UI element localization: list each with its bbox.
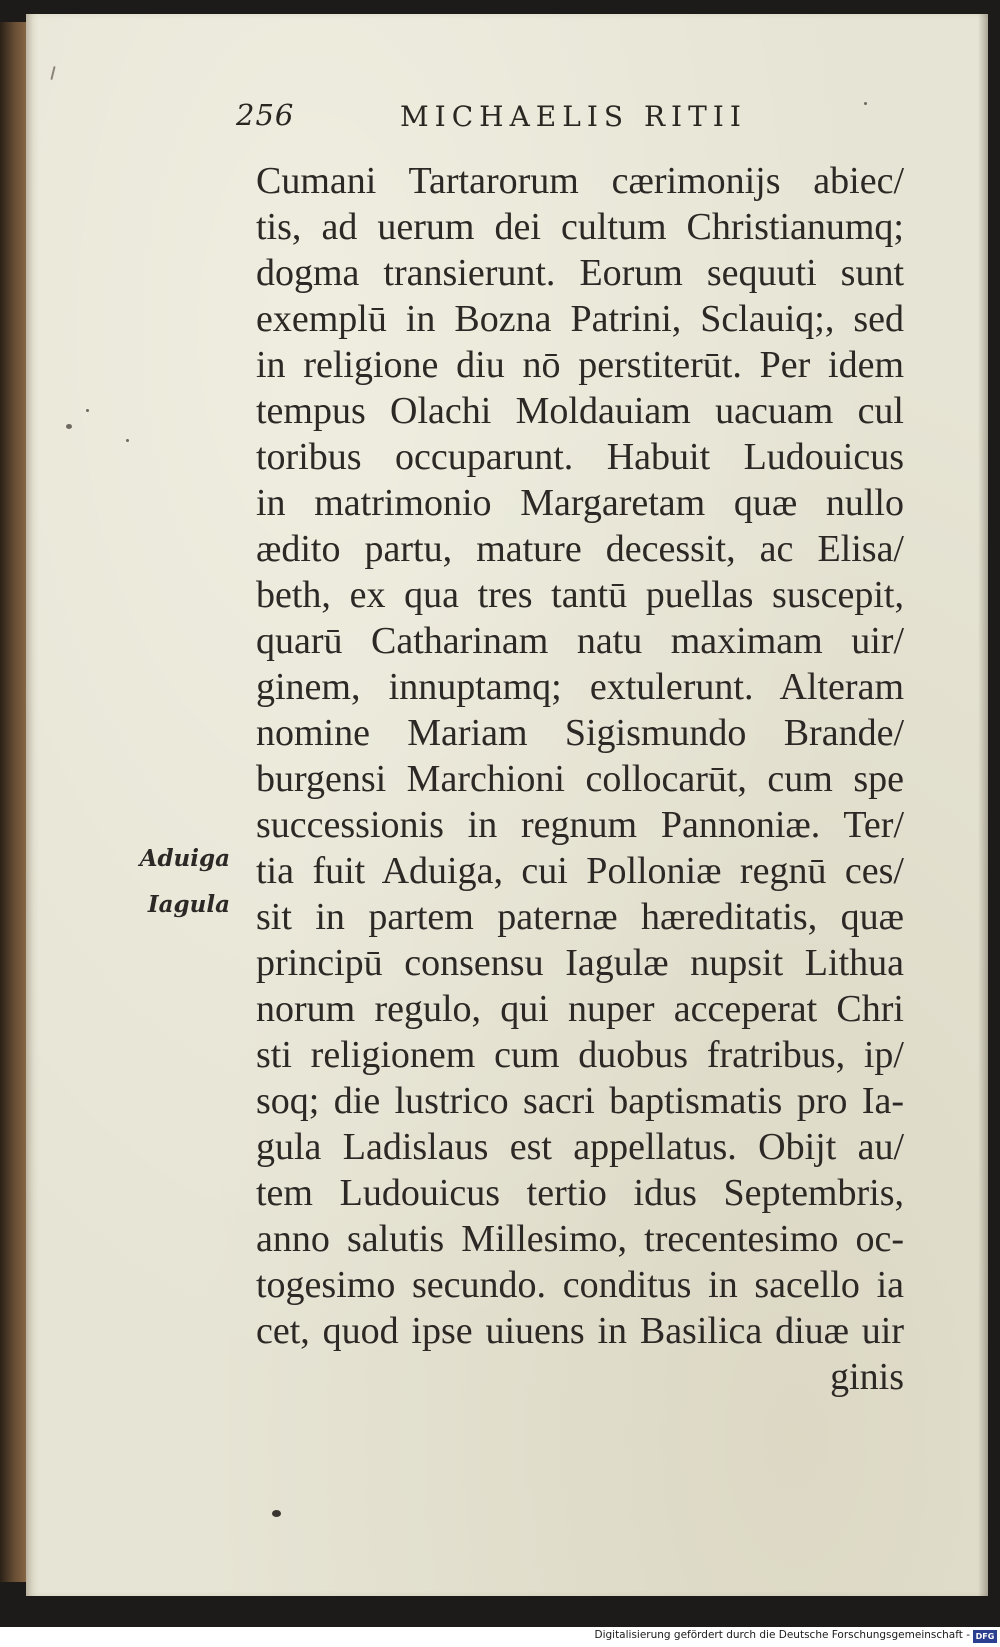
- text-line: tem Ludouicus tertio idus Septembris,: [256, 1172, 904, 1214]
- text-line: norum regulo, qui nuper acceperat Chri: [256, 988, 904, 1030]
- text-line: togesimo secundo. conditus in sacello ia: [256, 1264, 904, 1306]
- text-line: sti religionem cum duobus fratribus, ip/: [256, 1034, 904, 1076]
- text-line: principū consensu Iagulæ nupsit Lithua: [256, 942, 904, 984]
- funding-credit: Digitalisierung gefördert durch die Deutsche Forschungsgemeinschaft -: [594, 1629, 970, 1641]
- book-binding-edge: [0, 22, 28, 1582]
- text-line: quarū Catharinam natu maximam uir/: [256, 620, 904, 662]
- text-line: toribus occuparunt. Habuit Ludouicus: [256, 436, 904, 478]
- text-line: in matrimonio Margaretam quæ nullo: [256, 482, 904, 524]
- ink-speck: [66, 424, 72, 429]
- margin-note-iagula: Iagula: [147, 891, 230, 918]
- page-edge-shadow: [978, 14, 988, 1596]
- text-line: beth, ex qua tres tantū puellas suscepit,: [256, 574, 904, 616]
- text-line: anno salutis Millesimo, trecentesimo oc-: [256, 1218, 904, 1260]
- margin-note-aduiga: Aduiga: [139, 845, 230, 872]
- dfg-logo-icon: DFG: [973, 1630, 997, 1643]
- margin-notes: [106, 836, 230, 928]
- catchword: ginis: [830, 1356, 904, 1398]
- text-line: dogma transierunt. Eorum sequuti sunt: [256, 252, 904, 294]
- ink-speck: [86, 409, 89, 412]
- text-line: Cumani Tartarorum cærimonijs abiec/: [256, 160, 904, 202]
- page-header: [26, 98, 988, 138]
- text-line: ædito partu, mature decessit, ac Elisa/: [256, 528, 904, 570]
- text-line: exemplū in Bozna Patrini, Sclauiq;, sed: [256, 298, 904, 340]
- text-line: tia fuit Aduiga, cui Polloniæ regnū ces/: [256, 850, 904, 892]
- text-line: soq; die lustrico sacri baptismatis pro Ia-: [256, 1080, 904, 1122]
- text-line: sit in partem paternæ hæreditatis, quæ: [256, 896, 904, 938]
- body-text: [256, 158, 904, 1400]
- page-number: 256: [236, 98, 295, 132]
- text-line: burgensi Marchioni collocarūt, cum spe: [256, 758, 904, 800]
- text-line: in religione diu nō perstiterūt. Per idem: [256, 344, 904, 386]
- text-line: nomine Mariam Sigismundo Brande/: [256, 712, 904, 754]
- ink-speck: [126, 439, 129, 442]
- ink-speck: [50, 66, 55, 80]
- running-title: MICHAELIS RITII: [400, 100, 747, 133]
- text-line: tis, ad uerum dei cultum Christianumq;: [256, 206, 904, 248]
- ink-speck: [864, 102, 867, 105]
- text-line: cet, quod ipse uiuens in Basilica diuæ uir: [256, 1310, 904, 1352]
- text-line: gula Ladislaus est appellatus. Obijt au/: [256, 1126, 904, 1168]
- ink-speck: [272, 1510, 281, 1517]
- text-line: ginem, innuptamq; extulerunt. Alteram: [256, 666, 904, 708]
- book-page: [26, 14, 988, 1596]
- digitization-footer: [0, 1627, 1000, 1647]
- text-line: successionis in regnum Pannoniæ. Ter/: [256, 804, 904, 846]
- text-line: tempus Olachi Moldauiam uacuam cul: [256, 390, 904, 432]
